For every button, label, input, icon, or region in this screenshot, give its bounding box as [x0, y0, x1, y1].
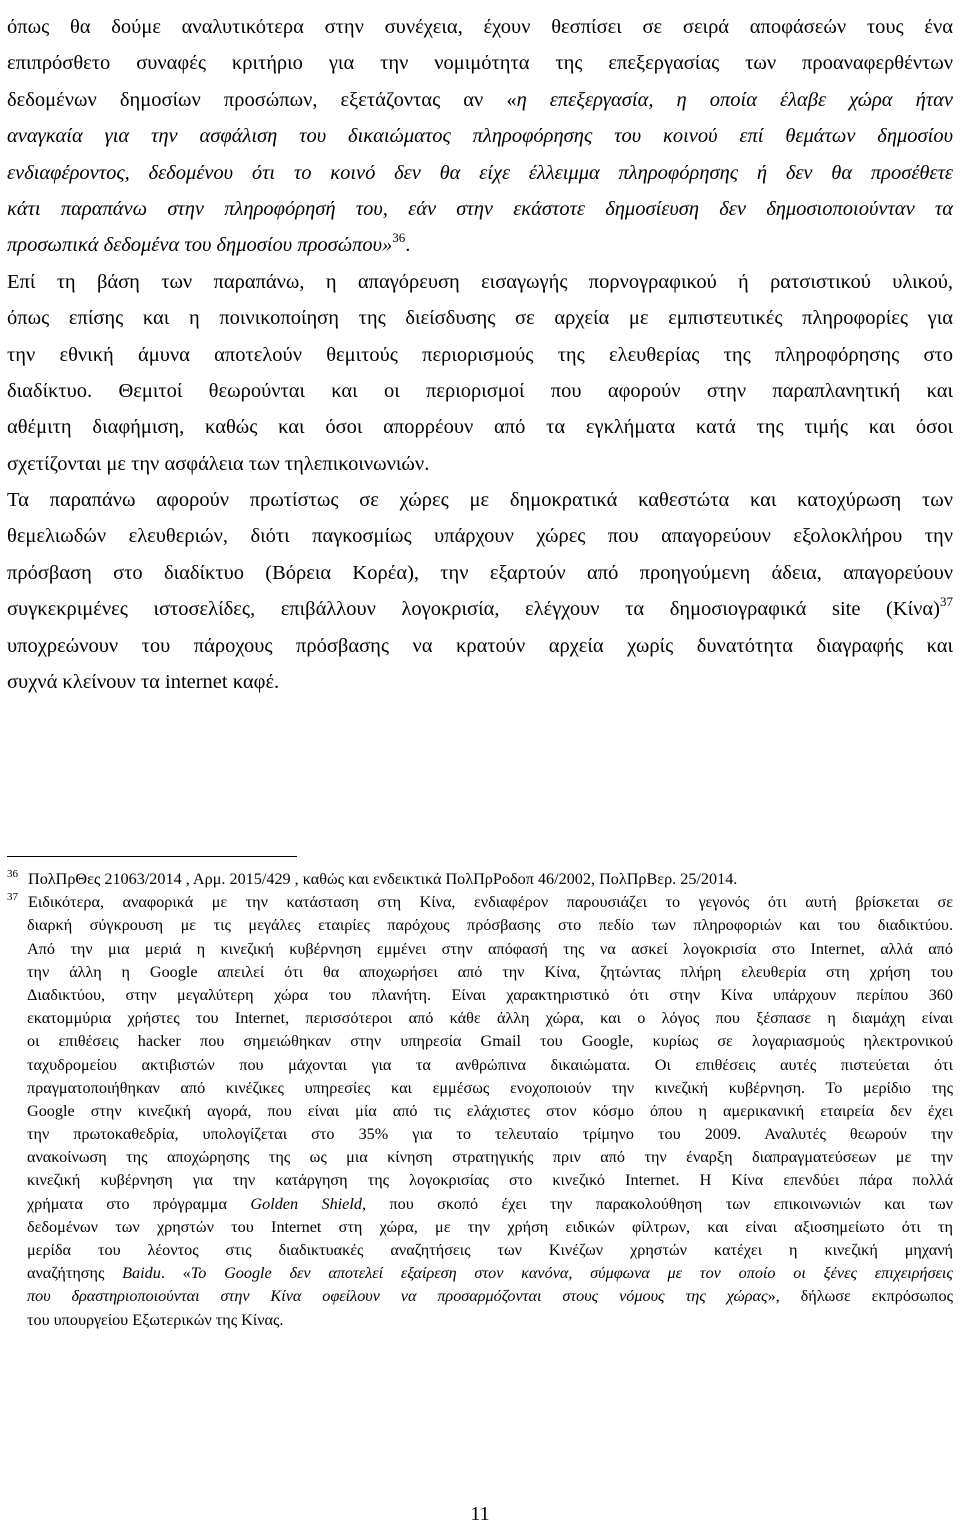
paragraph-2	[7, 264, 953, 482]
text-line: όπως θα δούμε αναλυτικότερα στην συνέχεια, έχουν θεσπίσει σε σειρά αποφάσεών τους ένα	[7, 16, 953, 38]
footnote-line: ταχυδρομείου ακτιβιστών που μάχονται για τα ανθρώπινα δικαιώματα. Οι επιθέσεις αυτές πιστεύεται ότι	[27, 1055, 953, 1074]
text-line: επιπρόσθετο συναφές κριτήριο για την νομιμότητα της επεξεργασίας των προαναφερθέντων	[7, 52, 953, 75]
footnote-number: 37	[7, 891, 18, 904]
footnote-ref-36[interactable]: 36	[392, 230, 406, 246]
footnote-line: οι επιθέσεις hacker που σημειώθηκαν στην υπηρεσία Gmail του Google, κυρίως σε λογαριασμούς ηλεκτρονικού	[27, 1032, 953, 1051]
text-segment: , που σκοπό έχει την παρακολούθηση των επικοινωνιών και των	[361, 1194, 954, 1213]
text-line	[7, 591, 953, 627]
footnote-line: διαρκή σύγκρουση με τις μεγάλες εταιρίες παρόχους πρόσβασης στο πεδίο των πληροφοριών και του διαδικτύου.	[27, 916, 953, 935]
text-line: όπως επίσης και η ποινικοποίηση της διείσδυσης σε αρχεία με εμπιστευτικές πληροφορίες για	[7, 307, 953, 330]
footnote-ref-37[interactable]: 37	[940, 594, 953, 610]
footnote-line: Από την μια μεριά η κινεζική κυβέρνηση εμμένει στην απόφασή της να ασκεί λογοκρισία στο Internet, αλλά από	[27, 939, 953, 958]
footnote-36	[7, 868, 953, 891]
footnote-line: την άλλη η Google απειλεί ότι θα αποχωρήσει από την Κίνα, ζητώντας πλήρη ελευθερία στη χρήση του	[27, 962, 953, 981]
footnote-line	[7, 1262, 953, 1285]
text-line	[7, 227, 953, 263]
footnote-text: Ειδικότερα, αναφορικά με την κατάσταση στη Κίνα, ενδιαφέρον παρουσιάζει το γεγονός ότι αυτή βρίσκεται σε	[28, 893, 953, 912]
footnote-line: Google στην κινεζική αγορά, που είναι μία από τις ελάχιστες στον κόσμο όπου η αμερικανική εταιρεία δεν έχει	[27, 1101, 953, 1120]
footnote-text: ΠολΠρΘες 21063/2014 , Αρμ. 2015/429 , καθώς και ενδεικτικά ΠολΠρΡοδοπ 46/2002, ΠολΠρΒερ. 25/2014.	[28, 870, 738, 888]
text-segment: συγκεκριμένες ιστοσελίδες, επιβάλλουν λογοκρισία, ελέγχουν τα δημοσιογραφικά site (Κίνα)	[7, 598, 940, 621]
text-segment: .	[405, 234, 411, 257]
footnote-line: του υπουργείου Εξωτερικών της Κίνας.	[27, 1310, 284, 1329]
text-line	[7, 82, 953, 118]
page-number: 11	[470, 1503, 490, 1525]
text-segment: χρήματα στο πρόγραμμα	[27, 1194, 251, 1213]
footnote-line	[7, 1285, 953, 1308]
program-name: Golden Shield	[250, 1194, 362, 1213]
text-line: σχετίζονται με την ασφάλεια των τηλεπικοινωνιών.	[7, 452, 430, 475]
text-segment: δεδομένων δημοσίων προσώπων, εξετάζοντας αν «	[7, 88, 517, 111]
text-line: ενδιαφέροντος, δεδομένου ότι το κοινό δεν θα είχε έλλειμμα πληροφόρησης ή δεν θα προσέθετε	[7, 161, 953, 184]
footnote-line: εκατομμύρια χρήστες του Internet, περισσότεροι από κάθε άλλη χώρα, και ο λόγος που ξέσπασε η διαμάχη είναι	[27, 1009, 953, 1028]
footnotes	[7, 868, 953, 1332]
text-segment: . «	[160, 1264, 191, 1283]
text-segment	[7, 89, 953, 111]
text-line: κάτι παραπάνω στην πληροφόρησή του, εάν στην εκάστοτε δημοσίευση δεν δημοσιοποιούνταν τα	[7, 197, 953, 220]
quote-text: Το Google δεν αποτελεί εξαίρεση στον κανόνα, σύμφωνα με τον οποίο οι ξένες επιχειρήσεις	[190, 1264, 953, 1283]
text-segment: αναζήτησης	[27, 1264, 123, 1283]
text-line: συχνά κλείνουν τα internet καφέ.	[7, 671, 280, 694]
footnote-separator	[7, 856, 297, 857]
search-engine-name: Baidu	[122, 1264, 161, 1283]
text-segment: προσωπικά δεδομένα του δημοσίου προσώπου»	[7, 234, 393, 257]
text-line: την εθνική άμυνα αποτελούν θεμιτούς περιορισμούς της ελευθερίας της πληροφόρησης στο	[7, 343, 953, 366]
footnote-line: την πρωτοκαθεδρία, υπολογίζεται στο 35% για το τελευταίο τρίμηνο του 2009. Αναλυτές θεωρούν την	[27, 1125, 953, 1144]
text-line: πρόσβαση στο διαδίκτυο (Βόρεια Κορέα), την εξαρτούν από προηγούμενη άδεια, απαγορεύουν	[7, 561, 953, 584]
text-line: αναγκαία για την ασφάλιση του δικαιώματος πληροφόρησης του κοινού επί θεμάτων δημοσίου	[7, 125, 953, 148]
text-line: αθέμιτη διαφήμιση, καθώς και όσοι απορρέουν από τα εγκλήματα κατά της τιμής και όσοι	[7, 416, 953, 439]
text-line: Τα παραπάνω αφορούν πρωτίστως σε χώρες με δημοκρατικά καθεστώτα και κατοχύρωση των	[7, 489, 953, 512]
text-line: υποχρεώνουν του πάροχους πρόσβασης να κρατούν αρχεία χωρίς δυνατότητα διαγραφής και	[7, 634, 953, 657]
footnote-number: 36	[7, 868, 18, 880]
footnote-line	[7, 1193, 953, 1216]
footnote-line: δεδομένων των χρηστών του Internet στη χώρα, με την χρήση ειδικών φίλτρων, και είναι αξιοσημείωτο ότι τη	[27, 1217, 953, 1236]
footnote-37	[7, 891, 953, 914]
footnote-line: πραγματοποιήθηκαν από κινέζικες υπηρεσίες και εμμέσως ενοχοποιούν την κινεζική κυβέρνηση. Το μερίδιο της	[27, 1078, 953, 1097]
quote-text: που δραστηριοποιούνται στην Κίνα οφείλουν να προσαρμόζονται στους νόμους της χώρας	[27, 1287, 768, 1306]
paragraph-quote	[7, 9, 953, 264]
main-text	[7, 9, 953, 700]
text-line: Επί τη βάση των παραπάνω, η απαγόρευση εισαγωγής πορνογραφικού ή ρατσιστικού υλικού,	[7, 270, 953, 293]
footnote-line: μερίδα του λέοντος στις διαδικτυακές αναζητήσεις των Κινέζων χρηστών κατέχει η κινεζική μηχανή	[27, 1241, 953, 1259]
text-line: θεμελιωδών ελευθεριών, διότι παγκοσμίως υπάρχουν χώρες που απαγορεύουν εξολοκλήρου την	[7, 525, 953, 548]
text-line: διαδίκτυο. Θεμιτοί θεωρούνται και οι περιορισμοί που αφορούν στην παραπλανητική και	[7, 379, 953, 402]
footnote-line: κινεζική κυβέρνηση για την κατάργηση της λογοκρισίας στο κινεζικό Internet. Η Κίνα επενδύει πάρα πολλά	[27, 1171, 953, 1190]
footnote-line: ανακοίνωση της αποχώρησης της ως μια κίνηση στρατηγικής πριν από την έναρξη διαπραγματεύσεων με την	[27, 1148, 953, 1167]
paragraph-3	[7, 482, 953, 700]
footnote-line: Διαδικτύου, στην μεγαλύτερη χώρα του πλανήτη. Είναι χαρακτηριστικό ότι στην Κίνα υπάρχουν περίπου 360	[27, 985, 953, 1004]
quote-text: η επεξεργασία, η οποία έλαβε χώρα ήταν	[516, 88, 953, 111]
text-segment: », δήλωσε εκπρόσωπος	[767, 1287, 953, 1306]
